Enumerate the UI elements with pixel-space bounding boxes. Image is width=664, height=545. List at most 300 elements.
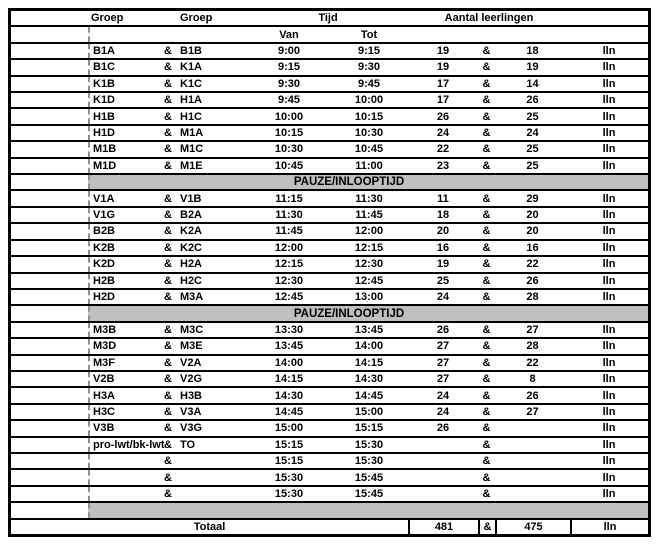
table-row xyxy=(11,470,648,486)
van-cell: 11:15 xyxy=(275,192,303,205)
tot-cell: 14:15 xyxy=(354,356,384,369)
totals-label: Totaal xyxy=(193,520,226,533)
header-groep2: Groep xyxy=(180,12,213,25)
group1-cell: H1B xyxy=(88,109,160,123)
van-cell: 10:00 xyxy=(274,110,304,123)
amp-cell: & xyxy=(164,487,172,500)
group2-cell: K1C xyxy=(180,77,203,90)
van-cell: 9:00 xyxy=(277,45,301,58)
group2-cell: H1A xyxy=(180,94,203,107)
amp-cell: & xyxy=(164,471,172,484)
count2-cell: 27 xyxy=(526,405,539,418)
count2-cell: 20 xyxy=(526,209,539,222)
table-row xyxy=(11,126,648,142)
header-van: Van xyxy=(279,28,299,41)
lln-cell: lln xyxy=(602,389,616,402)
count2-cell: 28 xyxy=(526,340,539,353)
lln-cell: lln xyxy=(602,77,616,90)
group2-cell: M3A xyxy=(180,291,204,304)
table-row xyxy=(11,241,648,257)
margin-cell xyxy=(11,44,88,58)
van-cell: 13:45 xyxy=(274,340,304,353)
tot-cell: 11:30 xyxy=(355,192,383,205)
group2-cell: M1E xyxy=(180,159,203,172)
schedule-table xyxy=(8,8,651,537)
amp2-cell: & xyxy=(482,291,491,304)
tot-cell: 14:30 xyxy=(354,373,384,386)
count1-cell: 27 xyxy=(436,356,450,369)
header-tot: Tot xyxy=(360,28,378,41)
van-cell: 15:30 xyxy=(274,487,304,500)
group2-cell xyxy=(176,470,248,484)
amp-cell: & xyxy=(164,340,172,353)
table-row xyxy=(11,323,648,339)
amp-cell: & xyxy=(164,405,172,418)
table-row xyxy=(11,44,648,60)
empty-cell xyxy=(478,27,495,41)
lln-cell: lln xyxy=(602,487,616,500)
group1-cell: M3D xyxy=(88,339,160,353)
empty-cell xyxy=(408,27,478,41)
van-cell: 14:45 xyxy=(274,405,304,418)
table-row xyxy=(11,208,648,224)
lln-cell: lln xyxy=(602,45,616,58)
lln-cell: lln xyxy=(602,471,616,484)
amp-cell: & xyxy=(164,438,172,451)
amp-cell: & xyxy=(164,291,172,304)
count1-cell: 24 xyxy=(436,389,450,402)
count1-cell: 24 xyxy=(436,127,450,140)
table-row xyxy=(11,388,648,404)
lln-cell: lln xyxy=(602,127,616,140)
group1-cell: V3B xyxy=(88,421,160,435)
table-row xyxy=(11,356,648,372)
amp-cell: & xyxy=(164,225,172,238)
group2-cell: V3A xyxy=(180,405,202,418)
amp2-cell: & xyxy=(482,45,491,58)
van-cell: 13:30 xyxy=(274,323,304,336)
amp-cell: & xyxy=(164,45,172,58)
margin-cell xyxy=(11,372,88,386)
header-groep1: Groep xyxy=(91,12,124,25)
amp2-cell: & xyxy=(482,438,491,451)
margin-cell xyxy=(11,356,88,370)
margin-cell xyxy=(11,339,88,353)
margin-cell xyxy=(11,109,88,123)
amp-cell: & xyxy=(164,110,172,123)
margin-cell xyxy=(11,257,88,271)
amp-cell: & xyxy=(164,143,172,156)
tot-cell: 10:00 xyxy=(354,94,384,107)
group2-cell: H2C xyxy=(180,274,203,287)
count2-cell xyxy=(495,454,570,468)
empty-cell xyxy=(495,27,570,41)
group1-cell: B1A xyxy=(88,44,160,58)
count2-cell: 20 xyxy=(526,225,539,238)
group2-cell: H2A xyxy=(180,258,203,271)
margin-cell xyxy=(11,60,88,74)
margin-cell xyxy=(11,421,88,435)
table-row xyxy=(11,274,648,290)
lln-cell: lln xyxy=(602,438,616,451)
table-row xyxy=(11,454,648,470)
margin-cell xyxy=(11,438,88,452)
lln-cell: lln xyxy=(602,323,616,336)
van-cell: 11:45 xyxy=(275,225,303,238)
lln-cell: lln xyxy=(602,110,616,123)
margin-cell xyxy=(11,274,88,288)
amp2-cell: & xyxy=(482,225,491,238)
tot-cell: 13:00 xyxy=(354,291,384,304)
tot-cell: 15:00 xyxy=(354,405,384,418)
tot-cell: 15:30 xyxy=(354,455,384,468)
count1-cell: 24 xyxy=(436,405,450,418)
van-cell: 10:15 xyxy=(274,127,304,140)
count1-cell: 17 xyxy=(436,94,450,107)
tot-cell: 12:00 xyxy=(354,225,384,238)
lln-cell: lln xyxy=(602,225,616,238)
count1-cell: 19 xyxy=(436,45,450,58)
margin-cell xyxy=(11,487,88,501)
table-row xyxy=(11,93,648,109)
van-cell: 12:30 xyxy=(274,274,304,287)
group1-cell: K2D xyxy=(88,257,160,271)
table-row xyxy=(11,159,648,175)
count1-cell: 27 xyxy=(436,373,450,386)
table-row xyxy=(11,487,648,503)
lln-cell: lln xyxy=(602,159,616,172)
count2-cell: 16 xyxy=(526,241,539,254)
tot-cell: 14:45 xyxy=(354,389,384,402)
table-row xyxy=(11,109,648,125)
tot-cell: 15:30 xyxy=(354,438,384,451)
tot-cell: 15:45 xyxy=(354,487,384,500)
count1-cell: 24 xyxy=(436,291,450,304)
totals-unit: lln xyxy=(570,520,648,534)
count2-cell xyxy=(495,487,570,501)
tot-cell: 12:45 xyxy=(354,274,384,287)
amp-cell: & xyxy=(164,159,172,172)
group1-cell: H1D xyxy=(88,126,160,140)
van-cell: 10:30 xyxy=(274,143,304,156)
amp2-cell: & xyxy=(482,143,491,156)
amp-cell: & xyxy=(164,192,172,205)
amp-cell: & xyxy=(164,209,172,222)
group1-cell: H2B xyxy=(88,274,160,288)
header-unit-spacer xyxy=(570,11,648,25)
lln-cell: lln xyxy=(602,143,616,156)
margin-cell xyxy=(11,323,88,337)
count2-cell: 22 xyxy=(526,356,539,369)
table-row xyxy=(11,60,648,76)
amp-cell: & xyxy=(164,241,172,254)
count2-cell xyxy=(495,470,570,484)
van-cell: 9:45 xyxy=(277,94,301,107)
totals-row xyxy=(11,520,648,534)
margin-cell xyxy=(11,159,88,173)
lln-cell: lln xyxy=(602,356,616,369)
count2-cell xyxy=(495,438,570,452)
amp2-cell: & xyxy=(482,258,491,271)
count1-cell xyxy=(408,487,478,501)
count2-cell: 27 xyxy=(526,323,539,336)
pauze-banner: PAUZE/INLOOPTIJD xyxy=(88,306,648,320)
van-cell: 12:45 xyxy=(274,291,304,304)
margin-cell xyxy=(11,93,88,107)
count2-cell: 24 xyxy=(526,127,539,140)
van-cell: 15:30 xyxy=(274,471,304,484)
count1-cell xyxy=(408,470,478,484)
group2-cell: M3C xyxy=(180,323,204,336)
van-cell: 10:45 xyxy=(274,159,304,172)
table-row xyxy=(11,421,648,437)
amp2-cell: & xyxy=(482,241,491,254)
group1-cell: V1G xyxy=(88,208,160,222)
amp2-cell: & xyxy=(482,209,491,222)
group2-cell: V2G xyxy=(180,373,203,386)
lln-cell: lln xyxy=(602,340,616,353)
group2-cell: M3E xyxy=(180,340,203,353)
margin-cell xyxy=(11,126,88,140)
van-cell: 12:00 xyxy=(274,241,304,254)
van-cell: 11:30 xyxy=(275,209,303,222)
tot-cell: 15:45 xyxy=(354,471,384,484)
margin-cell xyxy=(11,388,88,402)
tot-cell: 11:45 xyxy=(355,209,383,222)
tot-cell: 10:15 xyxy=(354,110,384,123)
lln-cell: lln xyxy=(602,61,616,74)
van-cell: 9:30 xyxy=(277,77,301,90)
gray-spacer-row xyxy=(11,503,648,519)
tot-cell: 9:45 xyxy=(357,77,381,90)
tot-cell: 13:45 xyxy=(354,323,384,336)
group2-cell: V2A xyxy=(180,356,202,369)
amp-cell: & xyxy=(164,422,172,435)
lln-cell: lln xyxy=(602,192,616,205)
group1-cell: K1D xyxy=(88,93,160,107)
table-row xyxy=(11,142,648,158)
group1-cell: M1D xyxy=(88,159,160,173)
group1-cell: B1C xyxy=(88,60,160,74)
tot-cell: 12:30 xyxy=(354,258,384,271)
amp2-cell: & xyxy=(482,487,491,500)
count2-cell: 14 xyxy=(526,77,539,90)
margin-cell xyxy=(11,191,88,205)
group2-cell: B2A xyxy=(180,209,203,222)
amp2-cell: & xyxy=(482,471,491,484)
group1-cell: M1B xyxy=(88,142,160,156)
group1-cell: V1A xyxy=(88,191,160,205)
gray-fill xyxy=(88,503,648,517)
group2-cell: K1A xyxy=(180,61,203,74)
tot-cell: 12:15 xyxy=(354,241,384,254)
table-row xyxy=(11,339,648,355)
lln-cell: lln xyxy=(602,94,616,107)
group2-cell: TO xyxy=(180,438,196,451)
count2-cell: 29 xyxy=(526,192,539,205)
tot-cell: 9:15 xyxy=(357,45,381,58)
count1-cell: 17 xyxy=(436,77,450,90)
count2-cell: 26 xyxy=(526,389,539,402)
count1-cell: 16 xyxy=(436,241,450,254)
amp-cell: & xyxy=(164,61,172,74)
count2-cell: 25 xyxy=(526,143,539,156)
lln-cell: lln xyxy=(602,258,616,271)
group1-cell: H3A xyxy=(88,388,160,402)
tot-cell: 10:30 xyxy=(354,127,384,140)
margin-cell xyxy=(11,27,88,41)
header-tijd: Tijd xyxy=(318,12,338,25)
group1-cell: H3C xyxy=(88,405,160,419)
totals-count2: 475 xyxy=(495,520,570,534)
margin-cell xyxy=(11,224,88,238)
count2-cell: 22 xyxy=(526,258,539,271)
amp2-cell: & xyxy=(482,356,491,369)
table-row xyxy=(11,372,648,388)
amp-cell: & xyxy=(164,389,172,402)
count1-cell: 18 xyxy=(436,209,450,222)
group2-cell: V1B xyxy=(180,192,202,205)
count2-cell: 8 xyxy=(529,373,536,386)
tot-cell: 15:15 xyxy=(354,422,384,435)
amp2-cell: & xyxy=(482,110,491,123)
group1-cell: B2B xyxy=(88,224,160,238)
group2-cell xyxy=(176,454,248,468)
margin-cell xyxy=(11,142,88,156)
van-cell: 14:00 xyxy=(274,356,304,369)
group1-cell: M3F xyxy=(88,356,160,370)
group2-cell: H3B xyxy=(180,389,203,402)
amp-cell: & xyxy=(164,455,172,468)
count2-cell: 25 xyxy=(526,159,539,172)
table-row xyxy=(11,405,648,421)
amp2-cell: & xyxy=(482,389,491,402)
amp-cell: & xyxy=(164,94,172,107)
tot-cell: 14:00 xyxy=(354,340,384,353)
table-row xyxy=(11,191,648,207)
van-cell: 15:00 xyxy=(274,422,304,435)
tot-cell: 10:45 xyxy=(354,143,384,156)
group2-cell: B1B xyxy=(180,45,203,58)
amp2-cell: & xyxy=(482,274,491,287)
count2-cell: 26 xyxy=(526,274,539,287)
group1-cell: pro-lwt/bk-lwt xyxy=(88,438,160,452)
margin-cell xyxy=(11,470,88,484)
amp2-cell: & xyxy=(482,61,491,74)
margin-cell xyxy=(11,454,88,468)
van-cell: 9:15 xyxy=(277,61,301,74)
count1-cell: 26 xyxy=(436,110,450,123)
count2-cell: 19 xyxy=(526,61,539,74)
count1-cell xyxy=(408,438,478,452)
table-row xyxy=(11,257,648,273)
count2-cell: 18 xyxy=(526,45,539,58)
count1-cell: 26 xyxy=(436,323,450,336)
amp-cell: & xyxy=(164,77,172,90)
group1-cell: K2B xyxy=(88,241,160,255)
lln-cell: lln xyxy=(602,422,616,435)
group2-cell: M1C xyxy=(180,143,204,156)
amp2-cell: & xyxy=(482,192,491,205)
lln-cell: lln xyxy=(602,241,616,254)
count2-cell: 26 xyxy=(526,94,539,107)
pauze-row xyxy=(11,306,648,322)
amp-cell: & xyxy=(164,127,172,140)
count1-cell: 27 xyxy=(436,340,450,353)
margin-cell xyxy=(11,290,88,304)
header-row-1 xyxy=(11,11,648,27)
amp-cell: & xyxy=(164,356,172,369)
van-cell: 14:15 xyxy=(274,373,304,386)
header-row-2 xyxy=(11,27,648,43)
count1-cell: 20 xyxy=(436,225,450,238)
group2-cell: K2A xyxy=(180,225,203,238)
margin-cell xyxy=(11,11,88,25)
margin-cell xyxy=(11,208,88,222)
count1-cell: 11 xyxy=(437,192,449,205)
van-cell: 15:15 xyxy=(274,438,304,451)
count1-cell: 19 xyxy=(436,61,450,74)
count1-cell: 23 xyxy=(436,159,450,172)
table-row xyxy=(11,438,648,454)
group1-cell xyxy=(88,470,160,484)
lln-cell: lln xyxy=(602,274,616,287)
count2-cell: 28 xyxy=(526,291,539,304)
count1-cell: 25 xyxy=(436,274,450,287)
amp2-cell: & xyxy=(482,422,491,435)
group1-cell: H2D xyxy=(88,290,160,304)
empty-cell xyxy=(176,27,248,41)
amp2-cell: & xyxy=(482,340,491,353)
van-cell: 12:15 xyxy=(274,258,304,271)
amp2-cell: & xyxy=(482,455,491,468)
pauze-row xyxy=(11,175,648,191)
van-cell: 15:15 xyxy=(274,455,304,468)
margin-cell xyxy=(11,306,88,320)
count1-cell: 19 xyxy=(436,258,450,271)
group2-cell: H1C xyxy=(180,110,203,123)
margin-cell xyxy=(11,405,88,419)
amp2-cell: & xyxy=(482,77,491,90)
amp2-cell: & xyxy=(482,159,491,172)
lln-cell: lln xyxy=(602,291,616,304)
count2-cell xyxy=(495,421,570,435)
amp2-cell: & xyxy=(482,94,491,107)
group2-cell: V3G xyxy=(180,422,203,435)
count1-cell: 22 xyxy=(436,143,450,156)
empty-cell xyxy=(160,27,176,41)
margin-cell xyxy=(11,503,88,517)
table-row xyxy=(11,224,648,240)
tot-cell: 9:30 xyxy=(357,61,381,74)
margin-cell xyxy=(11,241,88,255)
van-cell: 14:30 xyxy=(274,389,304,402)
group1-cell: M3B xyxy=(88,323,160,337)
group1-cell: K1B xyxy=(88,77,160,91)
group1-cell xyxy=(88,487,160,501)
totals-amp: & xyxy=(478,520,495,534)
margin-cell xyxy=(11,175,88,189)
pauze-banner: PAUZE/INLOOPTIJD xyxy=(88,175,648,189)
amp-cell: & xyxy=(164,323,172,336)
amp2-cell: & xyxy=(482,373,491,386)
lln-cell: lln xyxy=(602,373,616,386)
amp2-cell: & xyxy=(482,127,491,140)
empty-cell xyxy=(570,27,648,41)
amp2-cell: & xyxy=(482,405,491,418)
totals-count1: 481 xyxy=(408,520,478,534)
tot-cell: 11:00 xyxy=(355,159,383,172)
